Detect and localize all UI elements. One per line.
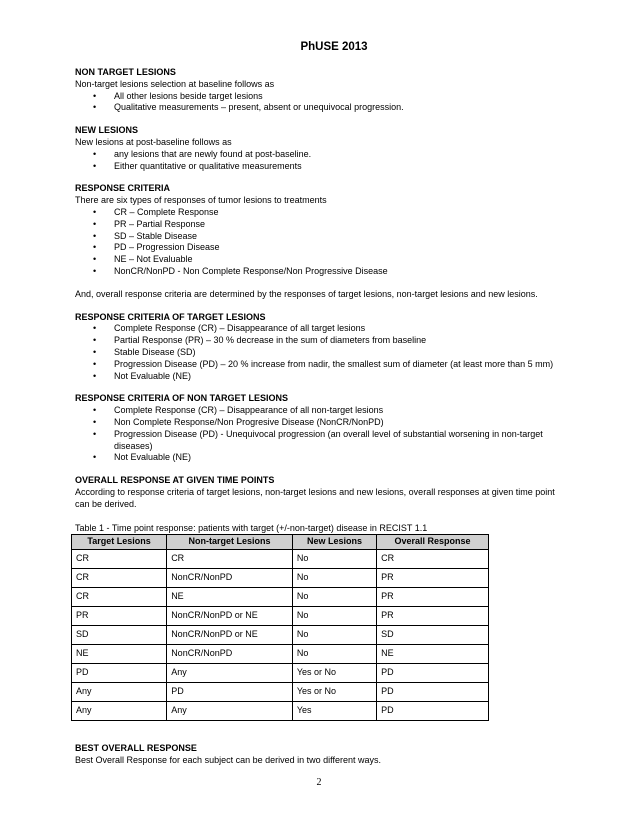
section-new-lesions [75,125,563,172]
bullet-list [75,405,563,464]
section-heading: NON TARGET LESIONS [75,67,176,77]
table-cell: NE [72,645,167,664]
bullet-item: • SD – Stable Disease [75,231,563,243]
table-cell: No [292,645,376,664]
table-row [72,683,489,702]
table-row [72,702,489,721]
table-row [72,626,489,645]
document-page [75,40,563,778]
bullet-item: • Non Complete Response/Non Progresive Disease (NonCR/NonPD) [75,417,563,429]
table-cell: Any [167,702,293,721]
section-heading: NEW LESIONS [75,125,139,136]
bullet-list [75,323,563,382]
bullet-item: • NE – Not Evaluable [75,254,563,266]
table-cell: PR [72,607,167,626]
table-cell: No [292,588,376,607]
bullet-item: • Stable Disease (SD) [75,347,563,359]
section-response-criteria [75,183,563,277]
section-non-target-criteria [75,393,563,464]
overall-criteria-note [75,289,563,301]
table-cell: No [292,550,376,569]
page-number: 2 [316,777,322,788]
column-header: Target Lesions [72,535,167,550]
paragraph: According to response criteria of target lesions, non-target lesions and new lesions, overall responses at given time point can be derived. [75,486,555,509]
bullet-item: • Partial Response (PR) – 30 % decrease in the sum of diameters from baseline [75,335,563,347]
paragraph: And, overall response criteria are determined by the responses of target lesions, non-target lesions and new lesions. [75,288,538,299]
table-caption: Table 1 - Time point response: patients with target (+/-non-target) disease in RECIST 1.1 [75,522,428,533]
section-heading: RESPONSE CRITERIA OF TARGET LESIONS [75,311,266,322]
table-cell: Yes [292,702,376,721]
column-header: Overall Response [377,535,489,550]
table-cell: PR [377,569,489,588]
table-row [72,569,489,588]
section-intro: There are six types of responses of tumor lesions to treatments [75,195,327,206]
section-intro: New lesions at post-baseline follows as [75,136,232,147]
time-point-response-table [71,534,489,721]
section-heading: RESPONSE CRITERIA OF NON TARGET LESIONS [75,393,289,404]
table-row [72,645,489,664]
table-cell: PR [377,588,489,607]
table-cell: NE [167,588,293,607]
section-best-overall-response [75,743,563,767]
table-row [72,588,489,607]
bullet-list [75,207,563,278]
bullet-item: • Complete Response (CR) – Disappearance of all target lesions [75,323,563,335]
table-cell: Any [167,664,293,683]
table-cell: Yes or No [292,683,376,702]
table-cell: SD [72,626,167,645]
section-non-target-lesions [75,67,563,114]
section-target-criteria [75,312,563,383]
table-cell: Any [72,683,167,702]
table-cell: PD [377,702,489,721]
bullet-item: • CR – Complete Response [75,207,563,219]
bullet-item: • any lesions that are newly found at post-baseline. [75,149,563,161]
bullet-item: • Either quantitative or qualitative measurements [75,161,563,173]
column-header: New Lesions [292,535,376,550]
bullet-item: • All other lesions beside target lesions [75,91,563,103]
bullet-item: • NonCR/NonPD - Non Complete Response/Non Progressive Disease [75,266,563,278]
page-header: PhUSE 2013 [300,41,368,53]
bullet-list [75,91,563,115]
table-cell: NonCR/NonPD or NE [167,607,293,626]
table-cell: NonCR/NonPD [167,569,293,588]
table-cell: No [292,569,376,588]
section-heading: OVERALL RESPONSE AT GIVEN TIME POINTS [75,475,275,486]
table-cell: PD [377,664,489,683]
table-cell: NonCR/NonPD or NE [167,626,293,645]
table-cell: CR [72,550,167,569]
bullet-item: • Progression Disease (PD) - Unequivocal progression (an overall level of substantial worsening in non-target diseases) [75,429,563,453]
table-cell: PD [72,664,167,683]
table-cell: Any [72,702,167,721]
column-header: Non-target Lesions [167,535,293,550]
bullet-list [75,149,563,173]
table-row [72,607,489,626]
table-cell: NE [377,645,489,664]
table-cell: PD [167,683,293,702]
table-cell: CR [377,550,489,569]
table-cell: PR [377,607,489,626]
section-heading: BEST OVERALL RESPONSE [75,743,197,754]
bullet-item: • PR – Partial Response [75,219,563,231]
bullet-item: • Not Evaluable (NE) [75,452,563,464]
bullet-item: • Not Evaluable (NE) [75,371,563,383]
table-cell: CR [167,550,293,569]
bullet-item: • Complete Response (CR) – Disappearance of all non-target lesions [75,405,563,417]
table-cell: No [292,626,376,645]
bullet-item: • Qualitative measurements – present, absent or unequivocal progression. [75,102,563,114]
table-cell: No [292,607,376,626]
table-cell: CR [72,588,167,607]
table-cell: CR [72,569,167,588]
section-intro: Non-target lesions selection at baseline follows as [75,78,275,89]
table-cell: Yes or No [292,664,376,683]
table-cell: SD [377,626,489,645]
table-cell: PD [377,683,489,702]
table-row [72,550,489,569]
bullet-item: • Progression Disease (PD) – 20 % increase from nadir, the smallest sum of diameter (at least more than 5 mm) [75,359,563,371]
table-row [72,664,489,683]
section-overall-response [75,475,563,721]
bullet-item: • PD – Progression Disease [75,242,563,254]
paragraph: Best Overall Response for each subject can be derived in two different ways. [75,755,381,766]
table-header-row [72,535,489,550]
section-heading: RESPONSE CRITERIA [75,183,171,194]
table-cell: NonCR/NonPD [167,645,293,664]
